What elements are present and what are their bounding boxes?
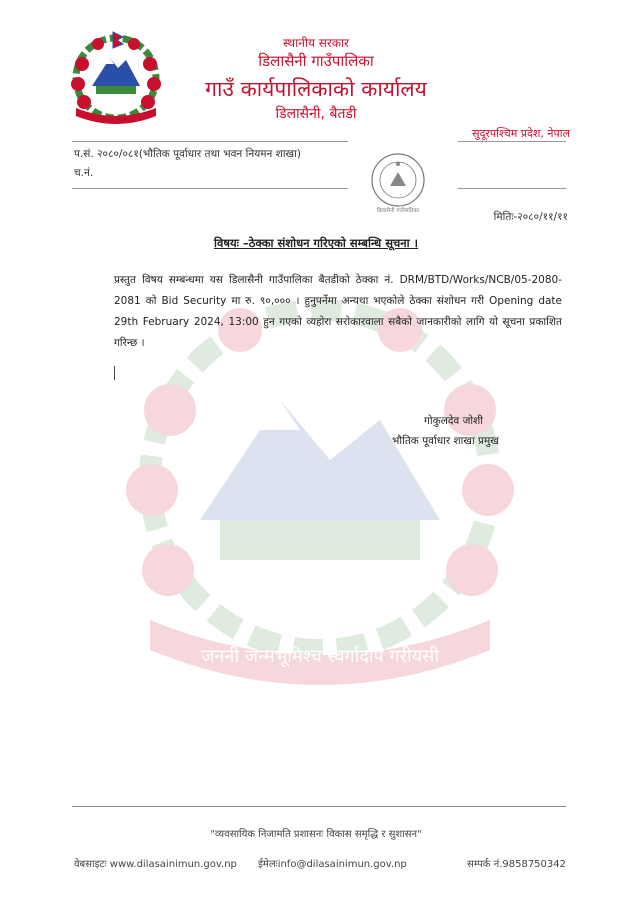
footer-website[interactable]: वेबसाइटः www.dilasainimun.gov.np (74, 859, 237, 870)
header-location: डिलासैनी, बैतडी (275, 106, 357, 122)
signatory-title: भौतिक पूर्वाधार शाखा प्रमुख (392, 435, 499, 447)
header-local-government: स्थानीय सरकार (283, 36, 349, 50)
footer-email[interactable]: ईमेलःinfo@dilasainimun.gov.np (258, 859, 407, 870)
reference-top-rule (72, 141, 348, 142)
watermark-motto-text: जननी जन्मभूमिश्च स्वर्गादपि गरीयसी (201, 646, 439, 667)
document-date: मितिः-२०८०/११/११ (493, 211, 568, 223)
signatory-name: गोकुलदेव जोशी (424, 415, 483, 427)
notice-body: प्रस्तुत विषय सम्बन्धमा यस डिलासैनी गाउँपालिका बैतडीको ठेक्का नं. DRM/BTD/Works/NCB/05-2080-2081 को Bid Security मा रु. ९०,००० । हुनुपर्नेमा अन्यथा भएकोले ठेक्का संशोधन गरी Opening date 29th February 2024, 13:00 हुन गएको व्यहोरा सरोकारवाला सबैको जानकारीको लागि यो सूचना प्रकाशित गरिन्छ । (114, 274, 562, 349)
header-province: सुदूरपश्चिम प्रदेश, नेपाल (472, 127, 570, 140)
text-cursor (114, 366, 115, 380)
footer-rule (72, 806, 566, 807)
header-office-title: गाउँ कार्यपालिकाको कार्यालय (205, 77, 427, 101)
header-municipality-name: डिलासैनी गाउँपालिका (258, 52, 374, 70)
office-stamp-text: डिलासैनी गाउँपालिका (376, 208, 420, 214)
reference-bottom-rule (72, 188, 348, 189)
dispatch-number: च.नं. (74, 167, 94, 179)
date-top-rule (458, 188, 566, 189)
footer-phone: सम्पर्क नं.9858750342 (467, 859, 566, 870)
watermark-mountain (200, 400, 440, 520)
reference-number: प.सं. २०८०/०८१(भौतिक पूर्वाधार तथा भवन नियमन शाखा) (74, 148, 301, 160)
footer-motto: "व्यवसायिक निजामति प्रशासनः विकास समृद्धि र सुशासन" (210, 829, 422, 840)
header-right-rule (458, 141, 566, 142)
subject-text: विषयः –ठेक्का संशोधन गरिएको सम्बन्धि सूचना । (213, 236, 418, 250)
subject-line (0, 236, 632, 251)
office-stamp (368, 150, 428, 210)
